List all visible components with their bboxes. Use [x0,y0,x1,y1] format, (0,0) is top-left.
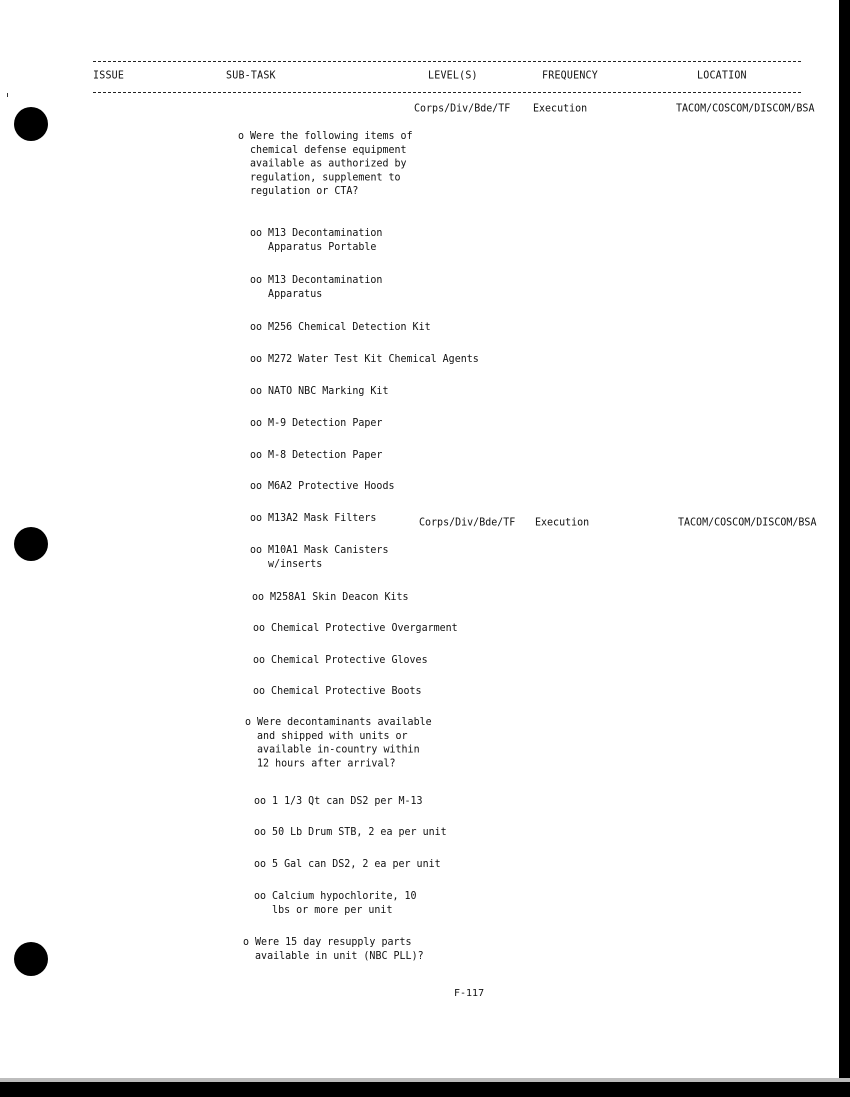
subtask-item: oo 5 Gal can DS2, 2 ea per unit [254,858,441,871]
subtask-item: oo M13A2 Mask Filters [250,512,377,525]
location-cell: TACOM/COSCOM/DISCOM/BSA [676,103,815,115]
punch-hole-middle [14,527,48,561]
subtask-item: oo M256 Chemical Detection Kit [250,321,431,334]
subtask-item: oo Chemical Protective Overgarment [253,622,458,635]
page-number: F-117 [454,988,485,999]
scan-speck [7,93,8,97]
subtask-item: oo M13 Decontamination Apparatus Portable [250,227,383,254]
subtask-item: oo 50 Lb Drum STB, 2 ea per unit [254,826,447,839]
punch-hole-top [14,107,48,141]
subtask-item: oo M-8 Detection Paper [250,449,383,462]
subtask-item: oo NATO NBC Marking Kit [250,385,389,398]
subtask-item: oo Chemical Protective Boots [253,685,422,698]
column-header-levels: LEVEL(S) [428,70,478,82]
column-header-issue: ISSUE [93,70,125,82]
header-rule-bottom [93,92,801,93]
frequency-cell: Execution [533,103,588,115]
scan-edge-bottom [0,1082,850,1097]
subtask-item: oo M-9 Detection Paper [250,417,383,430]
frequency-cell: Execution [535,517,590,529]
subtask-item: oo Chemical Protective Gloves [253,654,428,667]
subtask-item: oo M272 Water Test Kit Chemical Agents [250,353,479,366]
subtask-item: oo M13 Decontamination Apparatus [250,274,383,301]
subtask-item: oo 1 1/3 Qt can DS2 per M-13 [254,795,423,808]
level-cell: Corps/Div/Bde/TF [419,517,516,529]
subtask-item: oo M6A2 Protective Hoods [250,480,395,493]
scan-edge-right [839,0,850,1097]
subtask-item: oo M258A1 Skin Deacon Kits [252,591,409,604]
subtask-item: oo Calcium hypochlorite, 10 lbs or more per unit [254,890,417,917]
column-header-location: LOCATION [697,70,747,82]
column-header-frequency: FREQUENCY [542,70,598,82]
location-cell: TACOM/COSCOM/DISCOM/BSA [678,517,817,529]
level-cell: Corps/Div/Bde/TF [414,103,511,115]
subtask-item: oo M10A1 Mask Canisters w/inserts [250,544,389,571]
punch-hole-bottom [14,942,48,976]
header-rule-top [93,61,801,62]
subtask-item: o Were decontaminants available and shipped with units or available in-country within 12 hours after arrival? [245,716,432,770]
subtask-item: o Were 15 day resupply parts available in unit (NBC PLL)? [243,936,424,963]
column-header-subtask: SUB-TASK [226,70,276,82]
subtask-item: o Were the following items of chemical defense equipment available as authorized by regulation, supplement to regulation or CTA? [238,130,413,198]
